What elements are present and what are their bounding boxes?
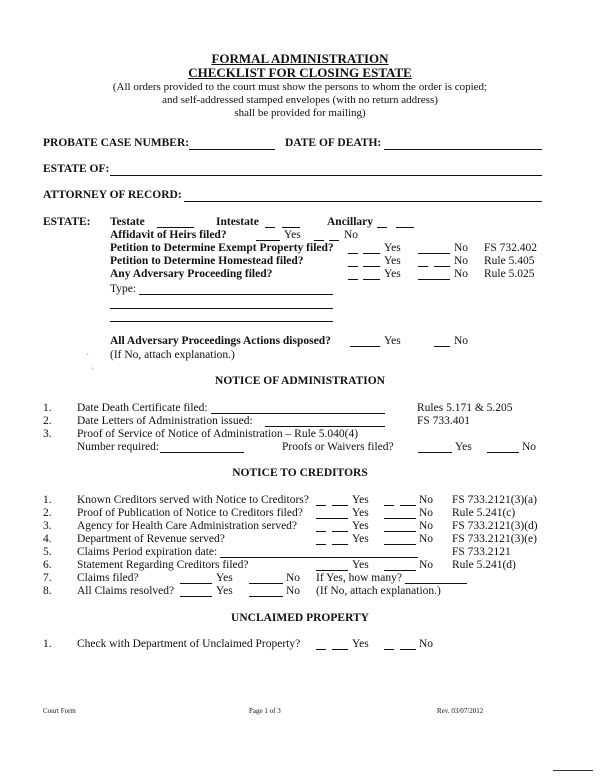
letters-field[interactable] xyxy=(265,426,385,427)
estate-of-label: ESTATE OF: xyxy=(43,163,110,175)
disposed-label: All Adversary Proceedings Actions disposed? xyxy=(110,335,331,347)
creditors-2-yes: Yes xyxy=(352,507,369,519)
proofs-yes: Yes xyxy=(455,441,472,453)
disposed-explanation: (If No, attach explanation.) xyxy=(110,349,235,361)
creditors-heading: NOTICE TO CREDITORS xyxy=(232,467,368,479)
footer-court-form: Court Form xyxy=(43,707,76,715)
claims-filed-yes-field[interactable] xyxy=(180,583,212,584)
adversary-ref: Rule 5.025 xyxy=(484,268,535,280)
homestead-ref: Rule 5.405 xyxy=(484,255,535,267)
estate-of-field[interactable] xyxy=(110,175,542,176)
estate-label: ESTATE: xyxy=(43,216,91,228)
how-many-field[interactable] xyxy=(405,583,467,584)
creditors-4-no-field[interactable] xyxy=(384,544,416,545)
creditors-item-3-label: Agency for Health Care Administration served? xyxy=(77,520,298,532)
letters-ref: FS 733.401 xyxy=(417,415,471,427)
homestead-no-field-1[interactable] xyxy=(418,266,428,267)
exempt-yes-field-1[interactable] xyxy=(348,253,358,254)
intro-line-2: and self-addressed stamped envelopes (with no return address) xyxy=(162,94,438,106)
scan-mark: ' xyxy=(92,366,94,376)
disposed-yes-field[interactable] xyxy=(350,346,380,347)
creditors-4-no: No xyxy=(419,533,434,545)
affidavit-yes-field[interactable] xyxy=(256,240,280,241)
creditors-item-7-label: Claims filed? xyxy=(77,572,139,584)
creditors-item-4-label: Department of Revenue served? xyxy=(77,533,225,545)
creditors-6-ref: Rule 5.241(d) xyxy=(452,559,516,571)
affidavit-yes: Yes xyxy=(284,229,301,241)
claims-filed-yes: Yes xyxy=(216,572,233,584)
exempt-label: Petition to Determine Exempt Property filed? xyxy=(110,242,334,254)
creditors-item-5-label: Claims Period expiration date: xyxy=(77,546,218,558)
claims-filed-no: No xyxy=(286,572,301,584)
unclaimed-num-1: 1. xyxy=(43,638,52,650)
notice-admin-heading: NOTICE OF ADMINISTRATION xyxy=(215,375,385,387)
probate-case-number-field[interactable] xyxy=(189,149,275,150)
creditors-item-1-label: Known Creditors served with Notice to Creditors? xyxy=(77,494,309,506)
date-of-death-label: DATE OF DEATH: xyxy=(285,137,382,149)
creditors-num-2: 2. xyxy=(43,507,52,519)
creditors-3-no: No xyxy=(419,520,434,532)
exempt-no-field[interactable] xyxy=(418,253,450,254)
creditors-num-3: 3. xyxy=(43,520,52,532)
disposed-no: No xyxy=(454,335,469,347)
type-field-2[interactable] xyxy=(110,308,333,309)
creditors-num-4: 4. xyxy=(43,533,52,545)
intestate-label: Intestate xyxy=(216,216,259,228)
adversary-yes-field-2[interactable] xyxy=(363,279,380,280)
creditors-1-yes-field-2[interactable] xyxy=(332,505,348,506)
adversary-yes-field-1[interactable] xyxy=(348,279,358,280)
date-of-death-field[interactable] xyxy=(384,149,542,150)
unclaimed-no-field-1[interactable] xyxy=(384,649,394,650)
testate-field[interactable] xyxy=(157,227,194,228)
footer-revision: Rev. 03/07/2012 xyxy=(437,707,484,715)
type-field-1[interactable] xyxy=(139,294,333,295)
intro-line-3: shall be provided for mailing) xyxy=(234,107,366,119)
admin-num-1: 1. xyxy=(43,402,52,414)
unclaimed-heading: UNCLAIMED PROPERTY xyxy=(231,612,369,624)
creditors-num-8: 8. xyxy=(43,585,52,597)
creditors-2-no: No xyxy=(419,507,434,519)
proofs-no-field[interactable] xyxy=(487,452,519,453)
creditors-6-yes-field[interactable] xyxy=(316,570,348,571)
ancillary-field-1[interactable] xyxy=(377,227,387,228)
affidavit-no-field-1[interactable] xyxy=(314,240,324,241)
creditors-num-5: 5. xyxy=(43,546,52,558)
creditors-3-no-field[interactable] xyxy=(384,531,416,532)
disposed-yes: Yes xyxy=(384,335,401,347)
creditors-item-6-label: Statement Regarding Creditors filed? xyxy=(77,559,249,571)
scan-edge-mark xyxy=(553,770,593,771)
letters-label: Date Letters of Administration issued: xyxy=(77,415,253,427)
unclaimed-yes: Yes xyxy=(352,638,369,650)
unclaimed-label: Check with Department of Unclaimed Property? xyxy=(77,638,301,650)
unclaimed-yes-field-1[interactable] xyxy=(316,649,326,650)
claims-filed-no-field[interactable] xyxy=(249,583,283,584)
attorney-field[interactable] xyxy=(184,201,542,202)
creditors-6-yes: Yes xyxy=(352,559,369,571)
claims-resolved-no-field[interactable] xyxy=(249,596,283,597)
creditors-4-yes: Yes xyxy=(352,533,369,545)
creditors-3-yes: Yes xyxy=(352,520,369,532)
creditors-item-2-label: Proof of Publication of Notice to Creditors filed? xyxy=(77,507,303,519)
creditors-6-no: No xyxy=(419,559,434,571)
creditors-6-no-field[interactable] xyxy=(384,570,416,571)
how-many-label: If Yes, how many? xyxy=(316,572,402,584)
exempt-yes-field-2[interactable] xyxy=(363,253,380,254)
creditors-3-ref: FS 733.2121(3)(d) xyxy=(452,520,538,532)
scan-mark: ` xyxy=(86,352,89,362)
unclaimed-yes-field-2[interactable] xyxy=(332,649,348,650)
proofs-waivers-label: Proofs or Waivers filed? xyxy=(282,441,394,453)
exempt-no: No xyxy=(454,242,469,254)
proof-service-label: Proof of Service of Notice of Administration – Rule 5.040(4) xyxy=(77,428,359,440)
intro-line-1: (All orders provided to the court must show the persons to whom the order is copied; xyxy=(112,81,488,93)
admin-num-3: 3. xyxy=(43,428,52,440)
creditors-num-1: 1. xyxy=(43,494,52,506)
type-field-3[interactable] xyxy=(110,321,333,322)
homestead-yes-field-1[interactable] xyxy=(348,266,358,267)
proofs-no: No xyxy=(522,441,537,453)
creditors-1-yes: Yes xyxy=(352,494,369,506)
creditors-1-yes-field-1[interactable] xyxy=(316,505,326,506)
adversary-yes: Yes xyxy=(384,268,401,280)
type-label: Type: xyxy=(110,283,137,295)
ancillary-field-2[interactable] xyxy=(396,227,414,228)
ancillary-label: Ancillary xyxy=(327,216,373,228)
intestate-field-2[interactable] xyxy=(282,227,300,228)
exempt-yes: Yes xyxy=(384,242,401,254)
homestead-no: No xyxy=(454,255,469,267)
claims-resolved-yes-field[interactable] xyxy=(180,596,212,597)
claims-resolved-no: No xyxy=(286,585,301,597)
death-cert-field[interactable] xyxy=(211,413,385,414)
creditors-1-no-field-1[interactable] xyxy=(384,505,394,506)
adversary-label: Any Adversary Proceeding filed? xyxy=(110,268,273,280)
unclaimed-no-field-2[interactable] xyxy=(400,649,416,650)
creditors-4-yes-field-2[interactable] xyxy=(332,544,348,545)
creditors-5-ref: FS 733.2121 xyxy=(452,546,511,558)
number-required-field[interactable] xyxy=(160,452,244,453)
death-cert-label: Date Death Certificate filed: xyxy=(77,402,208,414)
creditors-3-yes-field-2[interactable] xyxy=(332,531,348,532)
creditors-2-ref: Rule 5.241(c) xyxy=(452,507,516,519)
affidavit-no: No xyxy=(344,229,359,241)
creditors-item-8-label: All Claims resolved? xyxy=(77,585,175,597)
disposed-no-field[interactable] xyxy=(434,346,450,347)
homestead-label: Petition to Determine Homestead filed? xyxy=(110,255,304,267)
death-cert-ref: Rules 5.171 & 5.205 xyxy=(417,402,513,414)
adversary-no: No xyxy=(454,268,469,280)
footer-page-number: Page 1 of 3 xyxy=(249,707,281,715)
claims-resolved-yes: Yes xyxy=(216,585,233,597)
attach-explanation: (If No, attach explanation.) xyxy=(316,585,441,597)
admin-num-2: 2. xyxy=(43,415,52,427)
creditors-1-no: No xyxy=(419,494,434,506)
creditors-3-yes-field-1[interactable] xyxy=(316,531,326,532)
probate-case-number-label: PROBATE CASE NUMBER: xyxy=(43,137,190,149)
homestead-yes-field-2[interactable] xyxy=(363,266,380,267)
intestate-field-1[interactable] xyxy=(265,227,275,228)
number-required-label: Number required: xyxy=(77,441,160,453)
homestead-yes: Yes xyxy=(384,255,401,267)
creditors-2-no-field[interactable] xyxy=(384,518,416,519)
creditors-2-yes-field[interactable] xyxy=(316,518,348,519)
testate-label: Testate xyxy=(110,216,145,228)
creditors-num-7: 7. xyxy=(43,572,52,584)
creditors-1-no-field-2[interactable] xyxy=(400,505,416,506)
affidavit-no-field-2[interactable] xyxy=(329,240,339,241)
unclaimed-no: No xyxy=(419,638,434,650)
claims-expiration-field[interactable] xyxy=(220,557,418,558)
form-title: FORMAL ADMINISTRATION xyxy=(211,51,389,66)
adversary-no-field[interactable] xyxy=(418,279,450,280)
exempt-ref: FS 732.402 xyxy=(484,242,538,254)
homestead-no-field-2[interactable] xyxy=(434,266,450,267)
creditors-4-yes-field-1[interactable] xyxy=(316,544,326,545)
form-subtitle: CHECKLIST FOR CLOSING ESTATE xyxy=(188,65,412,80)
creditors-1-ref: FS 733.2121(3)(a) xyxy=(452,494,537,506)
proofs-yes-field[interactable] xyxy=(418,452,452,453)
creditors-4-ref: FS 733.2121(3)(e) xyxy=(452,533,537,545)
affidavit-label: Affidavit of Heirs filed? xyxy=(110,229,227,241)
attorney-label: ATTORNEY OF RECORD: xyxy=(43,189,182,201)
creditors-num-6: 6. xyxy=(43,559,52,571)
